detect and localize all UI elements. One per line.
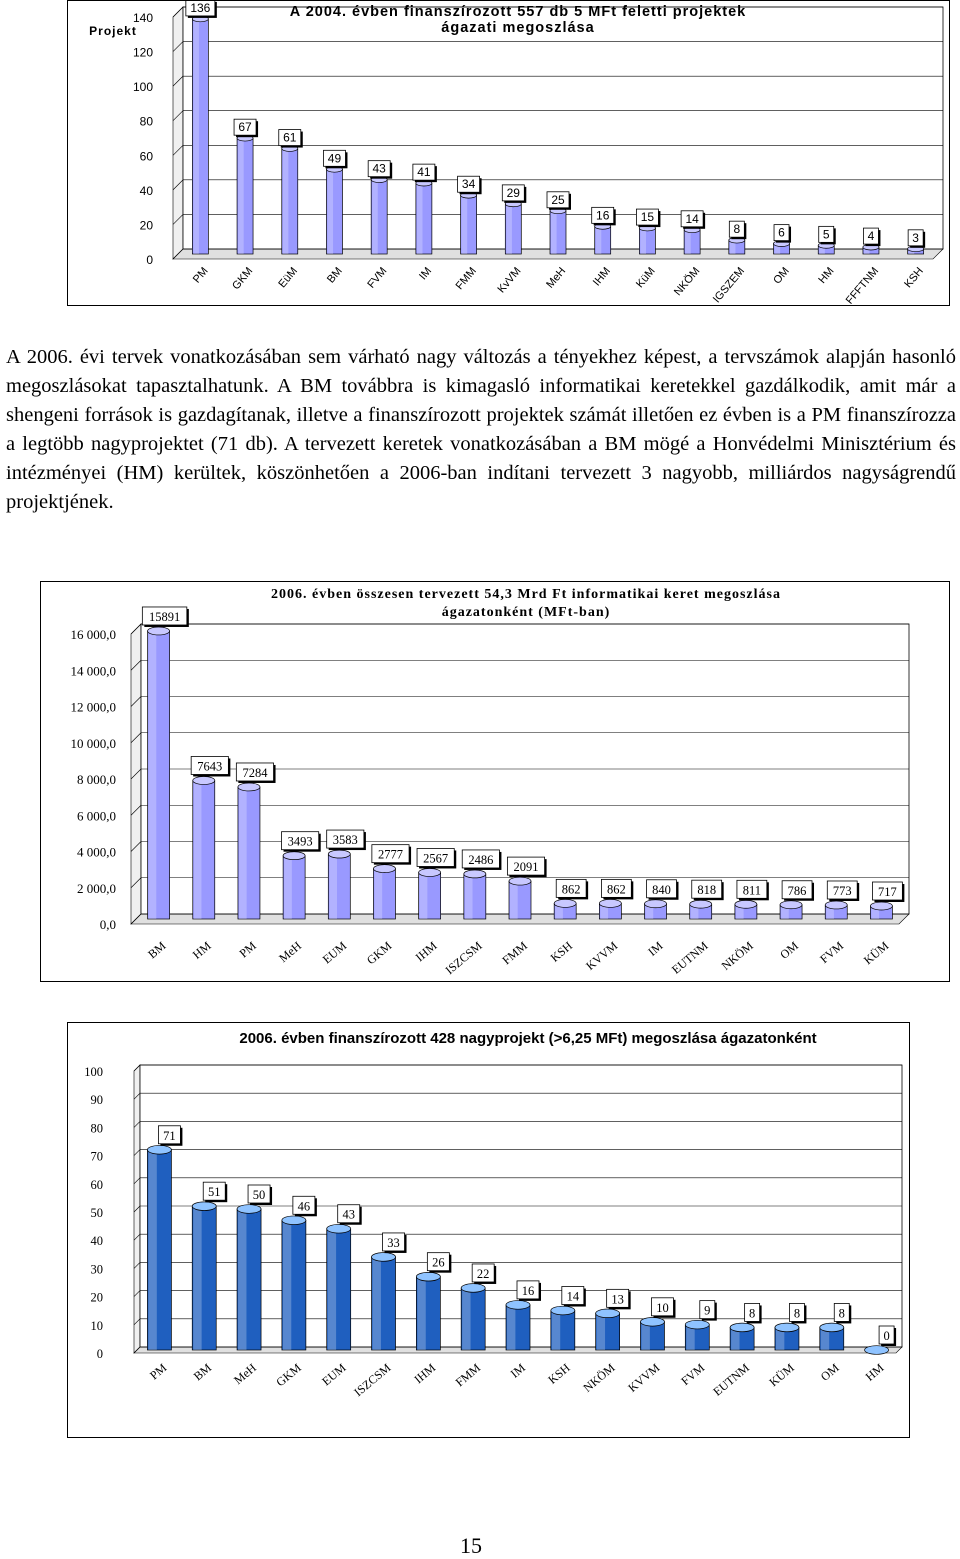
data-label: 5 (822, 227, 830, 242)
data-label: 46 (297, 1199, 311, 1214)
bar-highlight (462, 1288, 470, 1350)
category-label: HM (862, 1360, 887, 1384)
data-label: 15891 (148, 609, 181, 624)
bar-highlight (372, 180, 378, 254)
y-tick-label: 120 (132, 45, 153, 60)
data-label: 840 (652, 882, 671, 897)
bar-top (148, 627, 170, 635)
bar-top (509, 877, 531, 885)
bar-highlight (507, 1305, 515, 1350)
category-label: KSH (902, 265, 926, 291)
data-label: 6 (778, 225, 785, 240)
bar-highlight (373, 1257, 381, 1350)
data-label: 3493 (287, 834, 313, 849)
bar-highlight (465, 874, 473, 919)
category-label: FMM (452, 1360, 484, 1390)
category-label: KÜM (860, 938, 892, 968)
category-label: EUTNM (668, 938, 711, 977)
y-tick-label: 12 000,0 (70, 699, 116, 715)
bar-highlight (194, 780, 202, 919)
data-label: 14 (566, 1289, 580, 1304)
category-label: HM (189, 938, 214, 962)
data-label: 51 (207, 1185, 221, 1200)
y-tick-label: 80 (90, 1121, 103, 1136)
bar-top (596, 1309, 620, 1318)
category-label: MeH (544, 265, 569, 291)
category-label: FVM (678, 1360, 708, 1389)
bar-top (372, 1253, 396, 1262)
category-label: EUM (319, 938, 350, 967)
data-label: 26 (432, 1255, 445, 1270)
y-tick-label: 20 (90, 1290, 103, 1305)
category-label: BM (190, 1360, 215, 1384)
category-label: IHM (412, 938, 440, 965)
data-label: 136 (190, 1, 211, 15)
bar-top (506, 1301, 530, 1310)
bar-highlight (510, 881, 518, 919)
data-label: 50 (252, 1188, 266, 1202)
bar-highlight (283, 1220, 291, 1350)
y-tick-label: 8 000,0 (77, 772, 116, 787)
data-label: 41 (417, 165, 431, 180)
bar-top (237, 1205, 261, 1214)
category-label: KVVM (583, 938, 621, 973)
bar-highlight (284, 856, 292, 919)
chart-2006-bigprojects-svg (68, 1023, 911, 1439)
y-tick-label: 6 000,0 (77, 808, 116, 824)
category-label: BM (145, 938, 169, 962)
bar-highlight (685, 230, 691, 254)
y-tick-label: 70 (90, 1149, 103, 1164)
data-label: 43 (342, 1207, 355, 1222)
bar-top (554, 899, 576, 907)
data-label: 33 (387, 1235, 400, 1250)
category-label: IGSZEM (710, 265, 748, 306)
y-tick-label: 14 000,0 (70, 663, 116, 679)
chart-title: A 2004. évben finanszírozott 557 db 5 MFt feletti projektek (289, 4, 747, 20)
bar-top (690, 900, 712, 908)
data-label: 8 (838, 1306, 845, 1321)
bar-highlight (148, 1150, 156, 1350)
category-label: IM (417, 265, 435, 283)
y-tick-label: 140 (132, 11, 153, 25)
bar-highlight (193, 19, 199, 254)
bar-top (373, 865, 395, 873)
bar-top (645, 900, 667, 908)
bar-highlight (238, 138, 244, 254)
bar-highlight (462, 195, 468, 254)
bar-highlight (149, 631, 157, 919)
data-label: 34 (461, 177, 476, 192)
y-tick-label: 20 (139, 218, 153, 233)
data-label: 13 (611, 1292, 624, 1307)
data-label: 7643 (197, 759, 223, 774)
page-number: 15 (460, 1533, 482, 1558)
category-label: KÜM (766, 1360, 797, 1390)
category-label: PM (147, 1360, 170, 1383)
bar-top (775, 1323, 799, 1332)
data-label: 43 (372, 161, 386, 176)
data-label: 811 (742, 883, 762, 898)
category-label: MeH (276, 938, 305, 966)
category-label: FFFTNM (843, 265, 882, 307)
category-label: OM (817, 1360, 842, 1384)
y-tick-label: 0,0 (99, 917, 116, 932)
data-label: 61 (283, 130, 297, 145)
data-label: 3 (912, 230, 919, 245)
chart-title: ágazatonként (MFt-ban) (441, 605, 611, 620)
y-tick-label: 50 (90, 1206, 103, 1220)
data-label: 14 (685, 211, 699, 226)
data-label: 71 (163, 1128, 176, 1143)
chart-2004-projects (67, 0, 950, 306)
category-label: IM (645, 938, 666, 959)
data-label: 862 (606, 882, 626, 897)
category-label: MeH (231, 1360, 259, 1388)
data-label: 2777 (377, 847, 403, 862)
bar-highlight (329, 854, 337, 919)
bar-top (820, 1323, 844, 1332)
data-label: 49 (327, 151, 342, 166)
y-tick-label: 80 (139, 114, 153, 129)
category-label: KüM (633, 265, 658, 291)
bar-highlight (327, 169, 333, 254)
bar-top (735, 900, 757, 908)
y-axis-label: Projekt (89, 24, 137, 38)
category-label: NKÖM (718, 938, 756, 973)
bar-top (464, 870, 486, 878)
category-label: GKM (363, 938, 395, 968)
data-label: 15 (640, 210, 655, 225)
bar-highlight (596, 226, 602, 254)
data-label: 9 (704, 1303, 711, 1318)
bar-highlight (640, 228, 646, 254)
data-label: 25 (551, 192, 565, 207)
y-tick-label: 0 (146, 253, 153, 267)
data-label: 2567 (423, 851, 449, 866)
bar-top (685, 1320, 709, 1329)
category-label: FVM (817, 938, 847, 967)
category-label: EUTNM (710, 1360, 753, 1399)
data-label: 2091 (513, 860, 539, 875)
category-label: ISZCSM (351, 1360, 394, 1400)
data-label: 818 (697, 883, 717, 898)
bar-top (419, 869, 441, 877)
category-label: HM (816, 265, 837, 287)
category-label: FMM (499, 938, 530, 968)
y-tick-label: 2 000,0 (77, 880, 116, 896)
bar-highlight (283, 149, 289, 254)
data-label: 8 (733, 222, 741, 237)
category-label: PM (236, 938, 259, 961)
data-label: 3583 (332, 833, 358, 848)
bar-highlight (552, 1311, 560, 1350)
y-tick-label: 0 (96, 1347, 103, 1361)
category-label: ISZCSM (442, 938, 485, 978)
data-label: 67 (238, 120, 252, 135)
y-tick-label: 40 (139, 183, 153, 198)
y-tick-label: 100 (132, 80, 153, 95)
bar-top (730, 1323, 754, 1332)
bar-top (825, 901, 847, 909)
category-label: KSH (545, 1360, 573, 1387)
bar-highlight (193, 1206, 201, 1350)
bar-highlight (328, 1229, 336, 1350)
bar-top (865, 1346, 889, 1355)
chart-2006-budget (40, 581, 950, 982)
y-tick-label: 30 (90, 1262, 103, 1277)
category-label: FVM (365, 265, 390, 291)
y-tick-label: 40 (90, 1234, 103, 1249)
data-label: 16 (521, 1283, 535, 1298)
bar-highlight (551, 211, 557, 254)
chart-2004-svg (68, 1, 951, 307)
body-paragraph: A 2006. évi tervek vonatkozásában sem várható nagy változás a tényekhez képest, a tervszámok alapján hasonló megoszlásokat tapasztalhatunk. A BM továbbra is kimagasló informatikai keretekkel gazdálkodik, amit már a shengeni források is gazdagítanak, illetve a finanszírozott projektek számát illetően ez évben is a PM finanszírozza a legtöbb nagyprojektet (71 db). A tervezett keretek vonatkozásában a BM mögé a Honvédelmi Minisztérium és intézményei (HM) kerültek, köszönhetően a 2006-ban indítani tervezett 3 nagyobb, milliárdos nagyságrendű projektjének. (6, 346, 956, 513)
y-tick-label: 60 (139, 149, 153, 164)
bar-top (147, 1145, 171, 1154)
y-tick-label: 10 000,0 (70, 735, 116, 751)
bar-top (328, 850, 350, 858)
category-label: EüM (276, 265, 301, 291)
category-label: EUM (319, 1360, 349, 1389)
category-label: NKÖM (672, 265, 703, 299)
bar-highlight (238, 1209, 246, 1350)
category-label: IM (507, 1360, 528, 1381)
data-label: 717 (878, 885, 897, 900)
category-label: OM (777, 938, 801, 962)
y-tick-label: 60 (90, 1177, 103, 1192)
bar-top (238, 783, 260, 791)
category-label: KSH (547, 938, 576, 965)
data-label: 22 (476, 1266, 490, 1281)
bar-top (327, 1224, 351, 1233)
chart-2006-bigprojects (67, 1022, 910, 1438)
bar-top (193, 777, 215, 785)
category-label: FMM (453, 265, 479, 293)
chart-title: ágazati megoszlása (441, 20, 595, 36)
bar-top (416, 1272, 440, 1281)
data-label: 8 (748, 1306, 756, 1321)
bar-highlight (597, 1313, 605, 1350)
chart-2006-budget-svg (41, 582, 951, 983)
chart-title: 2006. évben finanszírozott 428 nagyprojekt (>6,25 MFt) megoszlása ágazatonként (239, 1030, 817, 1047)
y-tick-label: 16 000,0 (70, 627, 116, 642)
bar-top (192, 1202, 216, 1211)
bar-top (640, 1317, 664, 1326)
data-label: 8 (793, 1306, 801, 1321)
category-label: GKM (273, 1360, 304, 1390)
data-label: 786 (787, 883, 807, 898)
y-tick-label: 10 (90, 1318, 103, 1333)
bar-highlight (420, 872, 428, 919)
bar-top (461, 1284, 485, 1293)
bar-highlight (374, 869, 382, 919)
bar-top (870, 902, 892, 910)
data-label: 7284 (242, 765, 268, 780)
bar-highlight (417, 1277, 425, 1350)
bar-top (780, 901, 802, 909)
bar-top (283, 852, 305, 860)
bar-highlight (239, 787, 247, 919)
bar-top (282, 1216, 306, 1225)
category-label: IHM (411, 1360, 439, 1387)
category-label: KvVM (495, 265, 524, 296)
y-tick-label: 90 (90, 1093, 103, 1108)
category-label: BM (324, 265, 345, 286)
bar-highlight (417, 183, 423, 254)
category-label: OM (771, 265, 792, 287)
category-label: NKÖM (580, 1360, 618, 1395)
chart-title: 2006. évben összesen tervezett 54,3 Mrd Ft informatikai keret megoszlása (271, 587, 781, 602)
data-label: 29 (506, 185, 520, 200)
data-label: 4 (867, 229, 875, 244)
category-label: KVVM (625, 1360, 663, 1395)
bar-highlight (506, 204, 512, 254)
data-label: 16 (596, 208, 610, 223)
bar-top (599, 899, 621, 907)
y-tick-label: 4 000,0 (77, 844, 116, 860)
data-label: 0 (883, 1329, 890, 1343)
data-label: 10 (656, 1300, 669, 1315)
data-label: 862 (561, 882, 581, 897)
data-label: 773 (832, 883, 852, 898)
category-label: PM (190, 265, 211, 286)
y-tick-label: 100 (84, 1065, 103, 1079)
category-label: GKM (230, 265, 256, 293)
side-wall (173, 7, 183, 259)
category-label: IHM (590, 265, 614, 289)
data-label: 2486 (468, 852, 494, 867)
bar-top (551, 1306, 575, 1315)
